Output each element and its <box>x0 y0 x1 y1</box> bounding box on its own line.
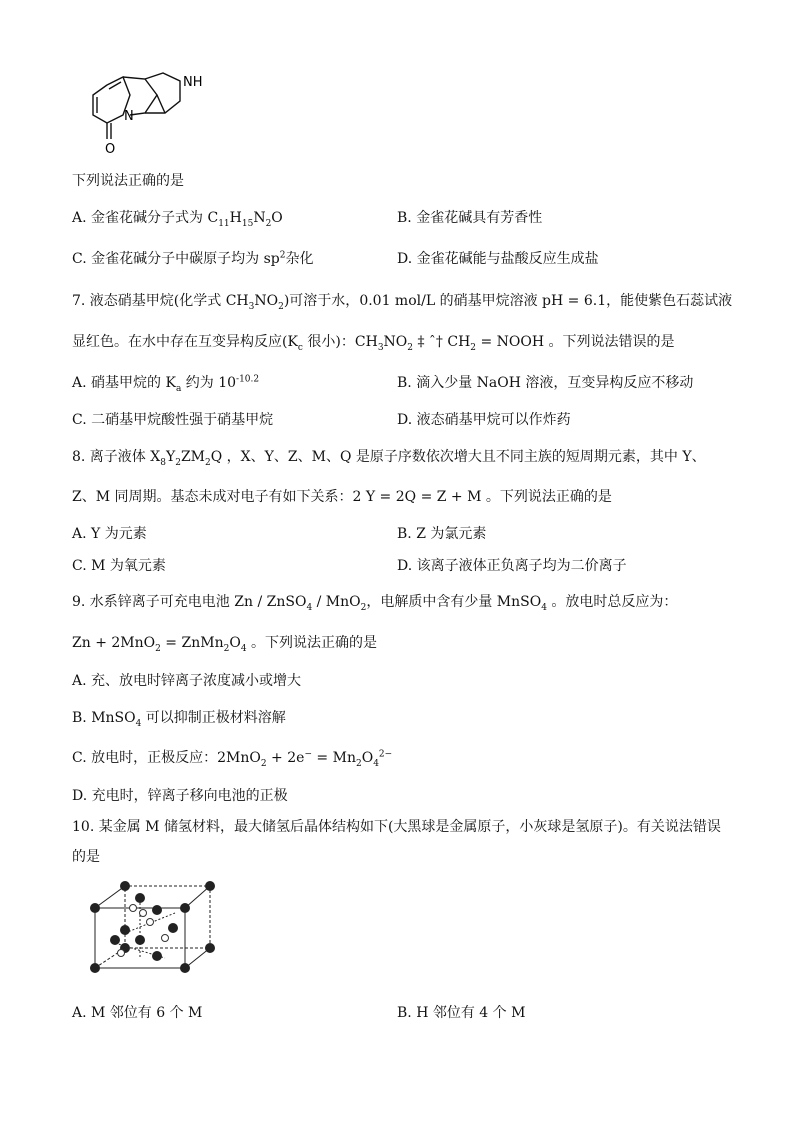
q7-line1 <box>72 292 732 310</box>
structure-nh-label: NH <box>183 75 203 90</box>
q8-l1-c: ZM <box>180 449 206 465</box>
q6-option-c <box>72 250 313 268</box>
q6-a-f3: N <box>253 210 266 226</box>
q7-l2-c: NO <box>383 334 408 350</box>
q7-l1-b: NO <box>254 293 279 309</box>
q7-l2-a: 显红色。在水中存在互变异构反应(K <box>72 334 298 350</box>
q8-l1-s1: 8 <box>160 457 166 468</box>
q7-line2 <box>72 333 675 351</box>
q6-d-text: 金雀花碱能与盐酸反应生成盐 <box>416 251 599 267</box>
q9-l2-b: = ZnMn <box>160 635 224 651</box>
q8-d-letter: D. <box>397 558 413 574</box>
q8-a-text: Y 为元素 <box>91 526 147 542</box>
q7-a-sub: a <box>175 383 182 394</box>
hydrogen-atom <box>147 919 154 926</box>
q9-c-sup1: − <box>304 749 312 760</box>
q8-b-text: Z 为氯元素 <box>416 526 487 542</box>
metal-atom <box>135 893 145 903</box>
q10-b-letter: B. <box>397 1005 412 1021</box>
q8-l1-d: Q ，X、Y、Z、M、Q 是原子序数依次增大且不同主族的短周期元素，其中 Y、 <box>210 449 706 465</box>
q9-a-text: 充、放电时锌离子浓度减小或增大 <box>91 673 302 689</box>
q8-c-letter: C. <box>72 558 87 574</box>
q8-option-c <box>72 557 166 575</box>
q7-l2-s3: 2 <box>407 342 414 353</box>
q9-l1-s1: 4 <box>306 602 313 613</box>
metal-atom <box>120 881 130 891</box>
hydrogen-atom <box>130 905 137 912</box>
q7-a-letter: A. <box>72 375 87 391</box>
metal-atom <box>90 963 100 973</box>
q6-c-sup: 2 <box>279 250 286 261</box>
q10-b-text: H 邻位有 4 个 M <box>416 1005 526 1021</box>
q9-option-c <box>72 749 392 767</box>
metal-atom <box>152 951 162 961</box>
metal-atom <box>152 905 162 915</box>
q7-d-letter: D. <box>397 412 413 428</box>
q9-option-d <box>72 787 288 805</box>
q7-l2-s2: 3 <box>377 342 384 353</box>
q9-l2-a: Zn + 2MnO <box>72 635 156 651</box>
q9-l2-c: O <box>229 635 241 651</box>
q6-c-post: 杂化 <box>285 251 314 267</box>
metal-atom <box>135 935 145 945</box>
q6-a-f1: C <box>207 210 219 226</box>
q7-option-c <box>72 411 273 429</box>
q9-l1-d: 。放电时总反应为： <box>546 594 678 610</box>
q7-a-mid: 约为 10 <box>181 375 237 391</box>
q8-option-a <box>72 525 147 543</box>
q7-l2-d: ‡ ˆ† CH <box>413 334 471 350</box>
q9-c-letter: C. <box>72 750 87 766</box>
q7-l2-s1: c <box>297 342 303 353</box>
q9-l2-s1: 2 <box>155 643 161 654</box>
metal-atom <box>205 881 215 891</box>
q9-l1-c: ，电解质中含有少量 MnSO <box>366 594 542 610</box>
q6-option-d <box>397 250 599 268</box>
q9-c-s3: 4 <box>373 758 379 769</box>
q7-l2-b: 很小)：CH <box>302 334 378 350</box>
q6-b-text: 金雀花碱具有芳香性 <box>416 210 543 226</box>
q9-c-mid3: O <box>361 750 374 766</box>
q10-line2: 的是 <box>72 849 100 865</box>
q7-l2-s4: 2 <box>470 342 477 353</box>
q9-b-pre: MnSO <box>91 710 136 726</box>
q8-l1-s2: 2 <box>175 457 181 468</box>
q9-c-s2: 2 <box>355 758 362 769</box>
q9-b-letter: B. <box>72 710 87 726</box>
q6-a-s2: 15 <box>241 218 254 229</box>
q7-l1-e: 的硝基甲烷溶液 pH = 6.1，能使紫色石蕊试液 <box>435 293 733 309</box>
q7-option-d <box>397 411 571 429</box>
q9-line2 <box>72 634 377 652</box>
q9-b-sub: 4 <box>135 718 142 729</box>
q9-a-letter: A. <box>72 673 87 689</box>
q7-option-b <box>397 374 693 392</box>
q8-d-text: 该离子液体正负离子均为二价离子 <box>416 558 627 574</box>
q6-option-b <box>397 209 542 227</box>
q8-l1-a: 8. 离子液体 X <box>72 449 161 465</box>
q6-d-letter: D. <box>397 251 413 267</box>
q6-stem: 下列说法正确的是 <box>72 173 184 189</box>
metal-atom <box>180 963 190 973</box>
q8-l1-s3: 2 <box>205 457 211 468</box>
q8-option-b <box>397 525 486 543</box>
q6-a-s3: 2 <box>265 218 272 229</box>
q9-c-pre: 放电时，正极反应：2MnO <box>91 750 261 766</box>
structure-o-label: O <box>105 142 116 157</box>
q7-l1-s2: 2 <box>278 301 284 312</box>
q10-option-a <box>72 1004 202 1022</box>
q7-c-letter: C. <box>72 412 87 428</box>
metal-atom <box>90 903 100 913</box>
q6-c-pre: 金雀花碱分子中碳原子均为 sp <box>91 251 280 267</box>
q9-d-text: 充电时，锌离子移向电池的正极 <box>91 788 288 804</box>
q7-a-sup: -10.2 <box>236 374 260 385</box>
q8-line2: Z、M 同周期。基态未成对电子有如下关系：2 Y = 2Q = Z + M 。下列说法正确的是 <box>72 489 612 505</box>
metal-atom <box>205 943 215 953</box>
q8-b-letter: B. <box>397 526 412 542</box>
q6-a-f4: O <box>271 210 283 226</box>
q10-line1: 10. 某金属 M 储氢材料，最大储氢后晶体结构如下(大黑球是金属原子，小灰球是氢原子)。有关说法错误 <box>72 819 721 835</box>
q6-c-letter: C. <box>72 251 87 267</box>
hydrogen-atom <box>140 910 147 917</box>
q7-l1-a: 7. 液态硝基甲烷(化学式 CH <box>72 293 249 309</box>
q7-d-text: 液态硝基甲烷可以作炸药 <box>416 412 571 428</box>
q7-b-text: 滴入少量 NaOH 溶液，互变异构反应不移动 <box>416 375 694 391</box>
q6-a-f2: H <box>229 210 242 226</box>
q10-option-b <box>397 1004 525 1022</box>
q9-line1 <box>72 593 677 611</box>
q9-d-letter: D. <box>72 788 88 804</box>
q10-a-text: M 邻位有 6 个 M <box>91 1005 203 1021</box>
q9-option-b <box>72 709 286 727</box>
q9-c-sup2: 2− <box>378 749 393 760</box>
q7-l1-s1: 3 <box>248 301 255 312</box>
q10-a-letter: A. <box>72 1005 87 1021</box>
q9-c-s1: 2 <box>260 758 267 769</box>
metal-atom <box>110 935 120 945</box>
q7-c-text: 二硝基甲烷酸性强于硝基甲烷 <box>91 412 274 428</box>
q8-line1 <box>72 448 706 466</box>
q6-a-letter: A. <box>72 210 87 226</box>
q6-a-pre: 金雀花碱分子式为 <box>91 210 208 226</box>
q8-a-letter: A. <box>72 526 87 542</box>
q9-b-post: 可以抑制正极材料溶解 <box>141 710 286 726</box>
q7-b-letter: B. <box>397 375 412 391</box>
q9-l1-a: 9. 水系锌离子可充电电池 Zn / ZnSO <box>72 594 307 610</box>
q9-l1-s2: 2 <box>360 602 367 613</box>
q6-option-a <box>72 209 283 227</box>
hydrogen-atom <box>118 950 125 957</box>
q9-l1-s3: 4 <box>541 602 547 613</box>
q7-option-a <box>72 374 259 392</box>
metal-atom <box>120 925 130 935</box>
q7-l1-d: 0.01 mol/L <box>359 293 436 309</box>
q8-option-d <box>397 557 627 575</box>
metal-atom <box>168 923 178 933</box>
crystal-structure <box>85 878 215 988</box>
q9-l2-d: 。下列说法正确的是 <box>246 635 377 651</box>
q7-l2-e: = NOOH 。下列说法错误的是 <box>476 334 675 350</box>
q9-c-mid2: = Mn <box>311 750 356 766</box>
q6-a-s1: 11 <box>218 218 230 229</box>
q7-a-pre: 硝基甲烷的 K <box>91 375 176 391</box>
q9-l2-s3: 4 <box>240 643 247 654</box>
q9-l1-b: / MnO <box>312 594 361 610</box>
q9-option-a <box>72 672 301 690</box>
q8-l1-b: Y <box>165 449 176 465</box>
q6-b-letter: B. <box>397 210 412 226</box>
hydrogen-atom <box>162 935 169 942</box>
structure-n-label: N <box>124 109 134 124</box>
metal-atom <box>180 903 190 913</box>
cytisine-structure <box>85 65 225 160</box>
q8-c-text: M 为氧元素 <box>91 558 166 574</box>
q9-l2-s2: 2 <box>223 643 230 654</box>
q9-c-mid: + 2e <box>266 750 305 766</box>
q7-l1-c: )可溶于水， <box>283 293 360 309</box>
